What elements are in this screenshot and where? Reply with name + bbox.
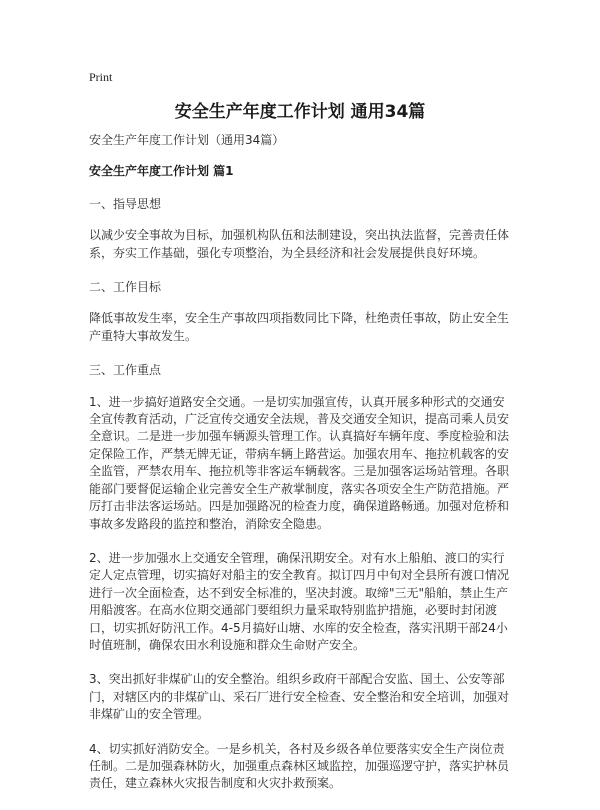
heading-work-focus: 三、工作重点 [89,363,162,378]
section-heading: 安全生产年度工作计划 篇1 [89,164,234,179]
paragraph-road-safety: 1、进一步搞好道路安全交通。一是切实加强宣传，认真开展多种形式的交通安全宣传教育活动，广泛宣传交通安全法规，普及交通安全知识，提高司乘人员安全意识。二是进一步加强车辆源头管理工作。认真搞好车辆年度、季度检验和法定保险工作，严禁无牌无证，带病车辆上路营运。加强农用车、拖拉机载客的安全监管，严禁农用车、拖拉机等非客运车辆载客。三是加强客运场站管理。各职能部门要督促运输企业完善安全生产赦掌制度，落实各项安全生产防范措施。严厉打击非法客运场站。四是加强路况的检查力度，确保道路畅通。加强对危桥和事故多发路段的监控和整治，消除安全隐患。 [89,394,510,531]
heading-guiding-ideology: 一、指导思想 [89,196,162,211]
heading-work-goals: 二、工作目标 [89,280,162,295]
paragraph-guiding-ideology: 以减少安全事故为目标，加强机构队伍和法制建设，突出执法监督，完善责任体系，夯实工作基础，强化专项整治，为全县经济和社会发展提供良好环境。 [89,228,510,260]
paragraph-water-safety: 2、进一步加强水上交通安全管理，确保汛期安全。对有水上船舶、渡口的实行定人定点管理，切实搞好对船主的安全教育。拟订四月中旬对全县所有渡口情况进行一次全面检查，达不到安全标准的，坚决封渡。取缔"三无"船舶，禁止生产用船渡客。在高水位期交通部门要组织力量采取特别监护措施，必要时封闭渡口，切实抓好防汛工作。4-5月搞好山塘、水库的安全检查，落实汛期干部24小时值班制，确保农田水利设施和群众生命财产安全。 [89,550,510,652]
paragraph-mine-safety: 3、突出抓好非煤矿山的安全整治。组织乡政府干部配合安监、国土、公安等部门，对辖区内的非煤矿山、采石厂进行安全检查、安全整治和安全培训，加强对非煤矿山的安全管理。 [89,672,510,722]
print-link[interactable]: Print [89,70,113,84]
paragraph-fire-safety: 4、切实抓好消防安全。一是乡机关，各村及乡级各单位要落实安全生产岗位责任制。二是加强森林防火，加强重点森林区域监控，加强巡逻守护，落实护林员责任，建立森林火灾报告制度和火灾扑救预案。 [89,741,510,791]
page-title: 安全生产年度工作计划 通用34篇 [174,102,426,122]
document-subtitle: 安全生产年度工作计划（通用34篇） [89,133,285,147]
document-body [89,132,514,810]
paragraph-work-goals: 降低事故发生率，安全生产事故四项指数同比下降，杜绝责任事故，防止安全生产重特大事故发生。 [89,311,510,343]
